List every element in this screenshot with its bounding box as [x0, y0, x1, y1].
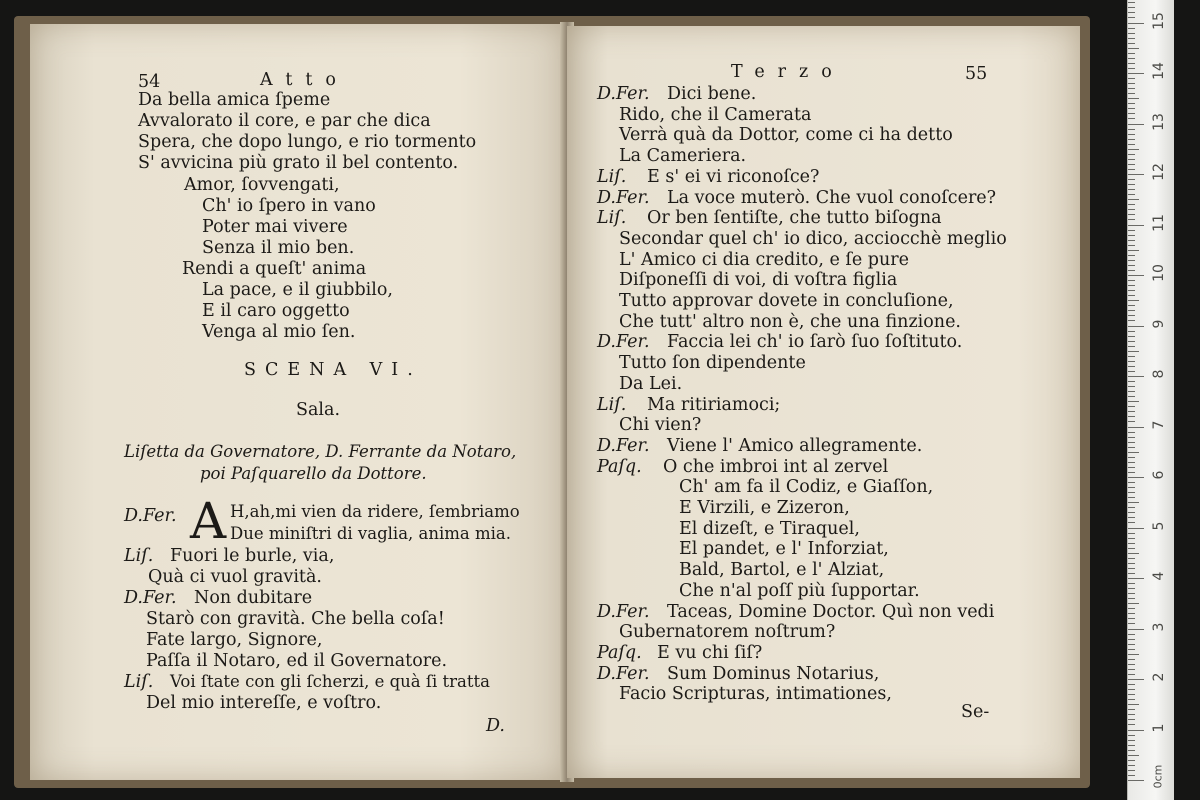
- ruler-tick: [1128, 154, 1135, 155]
- ruler-tick: [1128, 593, 1135, 594]
- running-head: Atto: [260, 70, 349, 90]
- ruler-tick: [1128, 507, 1135, 508]
- dialogue-line: Dici bene.: [667, 84, 757, 104]
- ruler-tick: [1128, 209, 1135, 210]
- verse-line: Da bella amica ſpeme: [138, 90, 331, 110]
- dialogue-line: Viene l' Amico allegramente.: [667, 435, 923, 456]
- speaker-label: D.Fer.: [597, 84, 650, 104]
- ruler-tick: [1128, 492, 1135, 493]
- ruler-tick: [1128, 164, 1135, 165]
- ruler-tick: [1128, 406, 1135, 407]
- ruler-tick: [1128, 68, 1135, 69]
- ruler-tick: [1128, 644, 1135, 645]
- ruler-tick: [1128, 331, 1135, 332]
- running-head: Terzo: [731, 62, 845, 82]
- ruler-number: 14: [1151, 62, 1167, 80]
- ruler-tick: [1128, 356, 1135, 357]
- ruler-tick: [1128, 745, 1135, 746]
- verse-line: Ch' io ſpero in vano: [202, 196, 376, 216]
- ruler-tick: [1128, 512, 1135, 513]
- ruler-tick: [1128, 240, 1135, 241]
- ruler-number: 12: [1151, 163, 1167, 181]
- ruler-tick: [1128, 654, 1139, 655]
- ruler-tick: [1128, 775, 1135, 776]
- drop-cap: A: [190, 492, 227, 550]
- ruler-tick: [1128, 189, 1135, 190]
- dialogue-line: Gubernatorem noſtrum?: [619, 622, 836, 643]
- ruler-tick: [1128, 548, 1135, 549]
- ruler-tick: [1128, 568, 1135, 569]
- dialogue-line: H,ah,mi vien da ridere, ſembriamo: [230, 502, 520, 521]
- ruler-tick: [1128, 583, 1135, 584]
- ruler-tick: [1128, 442, 1135, 443]
- dialogue-line: Voi ſtate con gli ſcherzi, e quà ſi tratta: [170, 672, 490, 691]
- ruler-tick: [1128, 305, 1135, 306]
- ruler-tick: [1128, 719, 1135, 720]
- ruler-tick: [1128, 28, 1135, 29]
- dialogue-line: Quà ci vuol gravità.: [148, 567, 322, 587]
- setting: Sala.: [296, 400, 341, 420]
- ruler-tick: [1128, 315, 1135, 316]
- dialogue-line: Che tutt' altro non è, che una finzione.: [619, 311, 961, 332]
- ruler-number: 8: [1151, 369, 1167, 379]
- ruler-tick: [1128, 603, 1139, 604]
- ruler-tick: [1128, 285, 1135, 286]
- dialogue-line: Del mio intereſſe, e voſtro.: [146, 693, 382, 713]
- ruler-tick: [1128, 53, 1135, 54]
- ruler-tick: [1128, 38, 1135, 39]
- ruler-tick: [1128, 573, 1135, 574]
- speaker-label: D.Fer.: [124, 588, 177, 608]
- ruler-tick: [1128, 78, 1135, 79]
- ruler-tick: [1128, 735, 1135, 736]
- ruler-tick: [1128, 421, 1135, 422]
- dialogue-line: L' Amico ci dia credito, e ſe pure: [619, 249, 910, 270]
- ruler-tick: [1128, 522, 1135, 523]
- ruler-tick: [1128, 169, 1135, 170]
- speaker-label: Paſq.: [597, 642, 642, 663]
- ruler-tick: [1128, 129, 1135, 130]
- dialogue-line: Diſponeſſi di voi, di voſtra figlia: [619, 270, 898, 291]
- ruler-tick: [1128, 48, 1139, 49]
- ruler-tick: [1128, 33, 1135, 34]
- ruler-tick: [1128, 270, 1135, 271]
- ruler-tick: [1128, 765, 1135, 766]
- ruler-tick: [1128, 290, 1135, 291]
- dialogue-line: Rido, che il Camerata: [619, 104, 812, 125]
- speaker-label: D.Fer.: [597, 663, 650, 684]
- verse-line: Spera, che dopo lungo, e rio tormento: [138, 132, 477, 152]
- page-number: 54: [138, 72, 161, 92]
- ruler-tick: [1128, 618, 1135, 619]
- speaker-label: D.Fer.: [124, 506, 177, 526]
- ruler-tick: [1128, 639, 1135, 640]
- ruler-tick: [1128, 709, 1135, 710]
- ruler-tick: [1128, 73, 1144, 74]
- ruler-tick: [1128, 346, 1135, 347]
- ruler-tick: [1128, 750, 1135, 751]
- ruler-number: 4: [1151, 571, 1167, 581]
- ruler-tick: [1128, 179, 1135, 180]
- measuring-ruler: [1127, 0, 1174, 800]
- ruler-tick: [1128, 588, 1135, 589]
- dialogue-line: Ma ritiriamoci;: [647, 394, 781, 415]
- dialogue-line: Sum Dominus Notarius,: [667, 663, 880, 684]
- ruler-tick: [1128, 699, 1135, 700]
- dialogue-line: La Cameriera.: [619, 146, 747, 167]
- ruler-tick: [1128, 124, 1144, 125]
- ruler-tick: [1128, 462, 1135, 463]
- verse-line: Amor, ſovvengati,: [184, 175, 340, 195]
- ruler-tick: [1128, 447, 1135, 448]
- ruler-tick: [1128, 361, 1135, 362]
- ruler-number: 1: [1151, 723, 1167, 732]
- ruler-tick: [1128, 214, 1135, 215]
- ruler-tick: [1128, 366, 1135, 367]
- ruler-tick: [1128, 113, 1135, 114]
- dialogue-line: El pandet, e l' Inforziat,: [679, 539, 889, 560]
- scene-heading: SCENA VI.: [244, 360, 422, 380]
- verse-line: Rendi a queſt' anima: [182, 259, 367, 279]
- dialogue-line: Fate largo, Signore,: [146, 630, 323, 650]
- ruler-tick: [1128, 487, 1135, 488]
- verse-line: Venga al mio ſen.: [202, 322, 356, 342]
- verse-line: E il caro oggetto: [202, 301, 350, 321]
- dialogue-line: Facio Scripturas, intimationes,: [619, 684, 892, 705]
- dialogue-line: Taceas, Domine Doctor. Quì non vedi: [667, 601, 995, 622]
- ruler-tick: [1128, 336, 1135, 337]
- ruler-tick: [1128, 558, 1135, 559]
- dialogue-line: Bald, Bartol, e l' Alziat,: [679, 560, 885, 581]
- dialogue-line: Secondar quel ch' io dico, acciocchè meglio: [619, 228, 1007, 249]
- ruler-tick: [1128, 199, 1139, 200]
- speaker-label: Liſ.: [597, 208, 627, 229]
- ruler-tick: [1128, 401, 1139, 402]
- ruler-tick: [1128, 63, 1135, 64]
- ruler-tick: [1128, 634, 1135, 635]
- ruler-tick: [1128, 714, 1135, 715]
- ruler-tick: [1128, 533, 1135, 534]
- speaker-label: Liſ.: [597, 394, 627, 415]
- ruler-number: 5: [1151, 521, 1167, 530]
- ruler-tick: [1128, 12, 1135, 13]
- ruler-tick: [1128, 341, 1135, 342]
- ruler-tick: [1128, 437, 1135, 438]
- ruler-tick: [1128, 184, 1135, 185]
- speaker-label: Liſ.: [597, 166, 627, 187]
- ruler-tick: [1128, 674, 1135, 675]
- ruler-tick: [1128, 432, 1135, 433]
- ruler-tick: [1128, 103, 1135, 104]
- ruler-tick: [1128, 376, 1144, 377]
- verse-line: La pace, e il giubbilo,: [202, 280, 393, 300]
- ruler-tick: [1128, 608, 1135, 609]
- ruler-tick: [1128, 219, 1135, 220]
- ruler-tick: [1128, 250, 1139, 251]
- ruler-tick: [1128, 694, 1135, 695]
- ruler-tick: [1128, 300, 1139, 301]
- ruler-number: 6: [1151, 470, 1167, 480]
- ruler-tick: [1128, 452, 1139, 453]
- ruler-tick: [1128, 472, 1135, 473]
- dialogue-line: La voce muterò. Che vuol conoſcere?: [667, 187, 997, 208]
- ruler-number: 2: [1151, 672, 1167, 682]
- ruler-tick: [1128, 411, 1135, 412]
- ruler-tick: [1128, 280, 1135, 281]
- ruler-tick: [1128, 255, 1135, 256]
- ruler-tick: [1128, 664, 1135, 665]
- ruler-number: 10: [1151, 264, 1167, 282]
- ruler-tick: [1128, 43, 1135, 44]
- ruler-tick: [1128, 578, 1144, 579]
- ruler-tick: [1128, 740, 1135, 741]
- speaker-label: Paſq.: [597, 456, 642, 477]
- ruler-tick: [1128, 260, 1135, 261]
- verse-line: Senza il mio ben.: [202, 238, 355, 258]
- dialogue-line: Or ben ſentiſte, che tutto biſogna: [647, 208, 942, 229]
- ruler-tick: [1128, 230, 1135, 231]
- ruler-tick: [1128, 144, 1135, 145]
- ruler-tick: [1128, 159, 1135, 160]
- ruler-tick: [1128, 760, 1135, 761]
- right-page: [567, 26, 1080, 778]
- dialogue-line: Tutto approvar dovete in concluſione,: [619, 291, 954, 311]
- ruler-tick: [1128, 149, 1139, 150]
- ruler-tick: [1128, 538, 1135, 539]
- speaker-label: D.Fer.: [597, 332, 650, 353]
- ruler-tick: [1128, 477, 1144, 478]
- ruler-number: 7: [1151, 420, 1167, 429]
- ruler-tick: [1128, 108, 1135, 109]
- ruler-tick: [1128, 416, 1135, 417]
- dialogue-line: Non dubitare: [194, 588, 313, 608]
- ruler-tick: [1128, 7, 1135, 8]
- ruler-tick: [1128, 427, 1144, 428]
- ruler-tick: [1128, 724, 1135, 725]
- ruler-tick: [1128, 58, 1135, 59]
- ruler-tick: [1128, 371, 1135, 372]
- ruler-number: 15: [1151, 11, 1167, 30]
- ruler-unit: 0cm: [1151, 764, 1165, 789]
- ruler-tick: [1128, 118, 1135, 119]
- ruler-tick: [1128, 623, 1135, 624]
- ruler-tick: [1128, 225, 1144, 226]
- ruler-tick: [1128, 326, 1144, 327]
- ruler-tick: [1128, 730, 1144, 731]
- ruler-tick: [1128, 204, 1135, 205]
- ruler-tick: [1128, 755, 1139, 756]
- ruler-tick: [1128, 396, 1135, 397]
- speaker-label: D.Fer.: [597, 601, 650, 622]
- dialogue-line: Chi vien?: [619, 415, 702, 436]
- catchword: D.: [486, 716, 505, 736]
- ruler-tick: [1128, 381, 1135, 382]
- ruler-tick: [1128, 174, 1144, 175]
- left-page: [30, 24, 567, 780]
- ruler-tick: [1128, 320, 1135, 321]
- ruler-tick: [1128, 235, 1135, 236]
- verse-line: S' avvicina più grato il bel contento.: [138, 153, 459, 173]
- ruler-number: 9: [1151, 319, 1167, 328]
- ruler-tick: [1128, 528, 1144, 529]
- dialogue-line: Tutto ſon dipendente: [619, 353, 806, 374]
- dialogue-line: Starò con gravità. Che bella coſa!: [146, 609, 445, 629]
- ruler-tick: [1128, 194, 1135, 195]
- ruler-tick: [1128, 659, 1135, 660]
- ruler-number: 3: [1151, 622, 1167, 631]
- ruler-tick: [1128, 497, 1135, 498]
- character-list: poi Paſquarello da Dottore.: [200, 464, 427, 483]
- ruler-tick: [1128, 457, 1135, 458]
- ruler-tick: [1128, 351, 1139, 352]
- ruler-tick: [1128, 482, 1135, 483]
- dialogue-line: Due miniſtri di vaglia, anima mia.: [230, 524, 511, 543]
- dialogue-line: El dizeſt, e Tiraquel,: [679, 518, 860, 539]
- ruler-tick: [1128, 295, 1135, 296]
- ruler-tick: [1128, 310, 1135, 311]
- dialogue-line: Faccia lei ch' io ſarò ſuo ſoſtituto.: [667, 332, 963, 353]
- ruler-tick: [1128, 23, 1144, 24]
- ruler-tick: [1128, 563, 1135, 564]
- ruler-tick: [1128, 517, 1135, 518]
- ruler-tick: [1128, 83, 1135, 84]
- ruler-tick: [1128, 669, 1135, 670]
- ruler-tick: [1128, 689, 1135, 690]
- dialogue-line: O che imbroi int al zervel: [663, 456, 889, 477]
- ruler-tick: [1128, 502, 1139, 503]
- ruler-tick: [1128, 629, 1144, 630]
- dialogue-line: Paſſa il Notaro, ed il Governatore.: [146, 651, 448, 671]
- dialogue-line: Ch' am fa il Codiz, e Giaſſon,: [679, 477, 934, 498]
- ruler-number: 13: [1151, 112, 1167, 131]
- ruler-tick: [1128, 543, 1135, 544]
- speaker-label: Liſ.: [124, 672, 154, 692]
- ruler-tick: [1128, 265, 1135, 266]
- ruler-tick: [1128, 598, 1135, 599]
- ruler-tick: [1128, 613, 1135, 614]
- ruler-tick: [1128, 98, 1139, 99]
- ruler-tick: [1128, 553, 1139, 554]
- ruler-tick: [1128, 684, 1135, 685]
- ruler-tick: [1128, 245, 1135, 246]
- speaker-label: D.Fer.: [597, 187, 650, 208]
- ruler-tick: [1128, 17, 1135, 18]
- dialogue-line: Verrà quà da Dottor, come ci ha detto: [619, 125, 953, 146]
- character-list: Liſetta da Governatore, D. Ferrante da Notaro,: [124, 442, 517, 461]
- ruler-tick: [1128, 704, 1139, 705]
- ruler-tick: [1128, 275, 1144, 276]
- page-number: 55: [965, 64, 988, 84]
- ruler-tick: [1128, 679, 1144, 680]
- dialogue-line: E vu chi ſiſ?: [657, 642, 763, 663]
- dialogue-line: E Virzili, e Zizeron,: [679, 498, 850, 518]
- ruler-tick: [1128, 134, 1135, 135]
- ruler-tick: [1128, 780, 1144, 781]
- dialogue-line: E s' ei vi riconoſce?: [647, 166, 820, 187]
- dialogue-line: Che n'al poſſ più ſupportar.: [679, 580, 920, 601]
- ruler-number: 11: [1151, 213, 1167, 232]
- ruler-tick: [1128, 770, 1135, 771]
- ruler-tick: [1128, 649, 1135, 650]
- verse-line: Poter mai vivere: [202, 217, 348, 237]
- ruler-tick: [1128, 386, 1135, 387]
- catchword: Se-: [961, 702, 990, 722]
- ruler-tick: [1128, 88, 1135, 89]
- speaker-label: Liſ.: [124, 546, 154, 566]
- verse-line: Avvalorato il core, e par che dica: [138, 111, 431, 131]
- ruler-tick: [1128, 93, 1135, 94]
- ruler-tick: [1128, 139, 1135, 140]
- dialogue-line: Fuori le burle, via,: [170, 546, 335, 566]
- dialogue-line: Da Lei.: [619, 373, 683, 394]
- ruler-tick: [1128, 391, 1135, 392]
- speaker-label: D.Fer.: [597, 435, 650, 456]
- ruler-tick: [1128, 2, 1135, 3]
- ruler-tick: [1128, 467, 1135, 468]
